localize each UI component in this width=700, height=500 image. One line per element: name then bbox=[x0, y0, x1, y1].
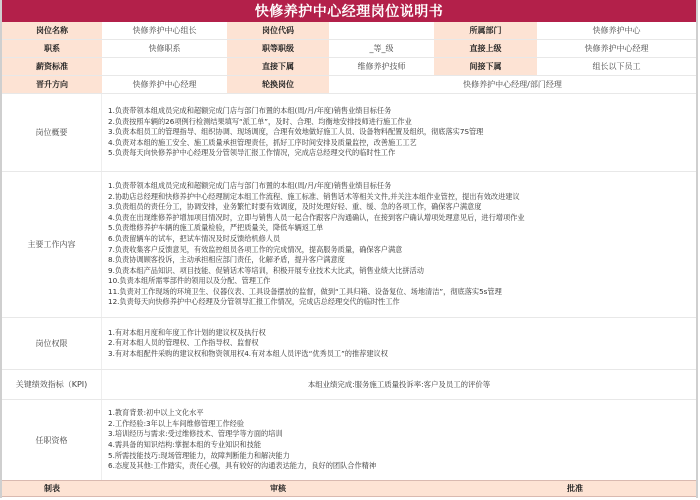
document-title: 快修养护中心经理岗位说明书 bbox=[2, 0, 696, 22]
qualification-line: 3.培训经历与需求:受过维修技术、管理学等方面的培训 bbox=[108, 429, 283, 439]
section-label-qualifications: 任职资格 bbox=[2, 400, 102, 480]
info-row-3 bbox=[2, 58, 696, 76]
authority-line: 3.有对本组配件采购的建议权和物资领用权4.有对本组人员评选“优秀员工”的推荐建议权 bbox=[108, 348, 388, 358]
value-grade: _等_级 bbox=[329, 40, 434, 57]
section-body-overview bbox=[102, 94, 696, 171]
section-kpi bbox=[2, 370, 696, 400]
value-department: 快修养护中心 bbox=[537, 22, 696, 39]
label-job-family: 职系 bbox=[2, 40, 102, 57]
promotion-row bbox=[2, 76, 696, 94]
duty-line: 7.负责收集客户反馈意见，有效监控组员各项工作的完成情况，提高服务质量，确保客户满意 bbox=[108, 244, 403, 254]
qualification-line: 1.教育背景:初中以上文化水平 bbox=[108, 408, 204, 418]
overview-line: 3.负责本组员工的管理指导、组织协调、现场调度，合理有效地做好施工人员、设备物料配置及组织，彻底落实7S管理 bbox=[108, 127, 484, 137]
label-indirect-subordinate: 间接下属 bbox=[434, 58, 537, 75]
label-position-code: 岗位代码 bbox=[227, 22, 329, 39]
section-authority bbox=[2, 318, 696, 370]
info-row-1 bbox=[2, 22, 696, 40]
value-direct-subordinate: 维修养护技师 bbox=[329, 58, 434, 75]
value-salary-standard bbox=[102, 58, 227, 75]
duty-line: 8.负责协调顾客投诉，主动承担相应部门责任，化解矛盾，提升客户满意度 bbox=[108, 255, 345, 265]
overview-line: 2.负责按照车辆的26项例行检测结果填写“派工单”，及时、合理、均衡地安排技师进行施工作业 bbox=[108, 116, 412, 126]
duty-line: 9.负责本组产品知识、项目技能、促销话术等培训，积极开展专业技术大比武，销售业绩大比拼活动 bbox=[108, 265, 424, 275]
label-salary-standard: 薪资标准 bbox=[2, 58, 102, 75]
info-row-2 bbox=[2, 40, 696, 58]
footer-approve-label: 批准 bbox=[567, 484, 583, 493]
section-label-main-duties: 主要工作内容 bbox=[2, 172, 102, 317]
authority-line: 1.有对本组月度和年度工作计划的建议权及执行权 bbox=[108, 327, 266, 337]
footer-prepared-label: 制表 bbox=[44, 484, 60, 493]
value-rotation: 快修养护中心经理/部门经理 bbox=[329, 76, 696, 93]
value-position-code bbox=[329, 22, 434, 39]
duty-line: 4.负责在出现维修养护增加项目情况时，立即与销售人员一起合作跟客户沟通确认，在接到客户确认增项处理意见后，进行增项作业 bbox=[108, 212, 525, 222]
qualification-line: 5.所需技能技巧:现场管理能力，故障判断能力和解决能力 bbox=[108, 450, 290, 460]
overview-line: 5.负责每天向快修养护中心经理及分管领导汇报工作情况，完成店总经理交代的临时性工作 bbox=[108, 148, 396, 158]
section-label-overview: 岗位概要 bbox=[2, 94, 102, 171]
footer-review-label: 审核 bbox=[270, 484, 286, 493]
duty-line: 5.负责维修养护车辆的施工质量检验，严把质量关，降低车辆返工单 bbox=[108, 223, 324, 233]
section-body-authority bbox=[102, 318, 696, 369]
section-body-kpi: 本组业绩完成:服务施工质量投诉率:客户及员工的评价等 bbox=[307, 380, 491, 389]
duty-line: 12.负责每天向快修养护中心经理及分管领导汇报工作情况，完成店总经理交代的临时性工作 bbox=[108, 297, 400, 307]
authority-line: 2.有对本组人员的管理权、工作指导权、监督权 bbox=[108, 338, 259, 348]
label-direct-superior: 直接上级 bbox=[434, 40, 537, 57]
qualification-line: 4.需具备的知识结构:掌握本组的专业知识和技能 bbox=[108, 440, 262, 449]
label-promotion: 晋升方向 bbox=[2, 76, 102, 93]
section-overview bbox=[2, 94, 696, 172]
duty-line: 11.负责对工作现场的环境卫生、仪器仪表、工具设备摆放的监督，做到“工具归箱、设备复位、场地清洁”，彻底落实5s管理 bbox=[108, 286, 502, 296]
section-qualifications bbox=[2, 400, 696, 480]
label-grade: 职等职级 bbox=[227, 40, 329, 57]
label-department: 所属部门 bbox=[434, 22, 537, 39]
qualification-line: 6.态度及其他:工作踏实，责任心强，具有较好的沟通表达能力，良好的团队合作精神 bbox=[108, 461, 377, 471]
duty-line: 1.负责带领本组成员完成和超额完成门店与部门布置的本组(周/月/年度)销售业绩目标任务 bbox=[108, 180, 392, 190]
duty-line: 6.负责留辆车的试车，把试车情况及时反馈给机修人员 bbox=[108, 233, 281, 243]
signature-footer bbox=[2, 480, 696, 497]
section-body-qualifications bbox=[102, 400, 696, 480]
value-indirect-subordinate: 组长以下员工 bbox=[537, 58, 696, 75]
section-main-duties bbox=[2, 172, 696, 318]
label-direct-subordinate: 直接下属 bbox=[227, 58, 329, 75]
duty-line: 10.负责本组所需零部件的领用以及分配、管理工作 bbox=[108, 276, 271, 286]
value-direct-superior: 快修养护中心经理 bbox=[537, 40, 696, 57]
section-body-main-duties bbox=[102, 172, 696, 317]
qualification-line: 2.工作经验:3年以上车间维修管理工作经验 bbox=[108, 418, 245, 428]
overview-line: 4.负责对本组的施工安全、施工质量承担管理责任，抓好工序时间安排及质量监控，改善施工工艺 bbox=[108, 137, 417, 147]
section-label-kpi: 关键绩效指标（KPI) bbox=[2, 370, 102, 399]
value-job-family: 快修职系 bbox=[102, 40, 227, 57]
overview-line: 1.负责带领本组成员完成和超额完成门店与部门布置的本组(周/月/年度)销售业绩目标任务 bbox=[108, 106, 392, 116]
value-promotion: 快修养护中心经理 bbox=[102, 76, 227, 93]
duty-line: 2.协助店总经理和快修养护中心经理制定本组工作流程、施工标准、销售话术等相关文件,并关注本组作业管控，提出有效改进建议 bbox=[108, 191, 520, 201]
value-position-name: 快修养护中心组长 bbox=[102, 22, 227, 39]
label-position-name: 岗位名称 bbox=[2, 22, 102, 39]
label-rotation: 轮换岗位 bbox=[227, 76, 329, 93]
section-label-authority: 岗位权限 bbox=[2, 318, 102, 369]
duty-line: 3.负责组员的责任分工，协调安排，业务繁忙时要有效调度，及时处理好轻、重、缓、急的各项工作，确保客户满意度 bbox=[108, 202, 482, 212]
